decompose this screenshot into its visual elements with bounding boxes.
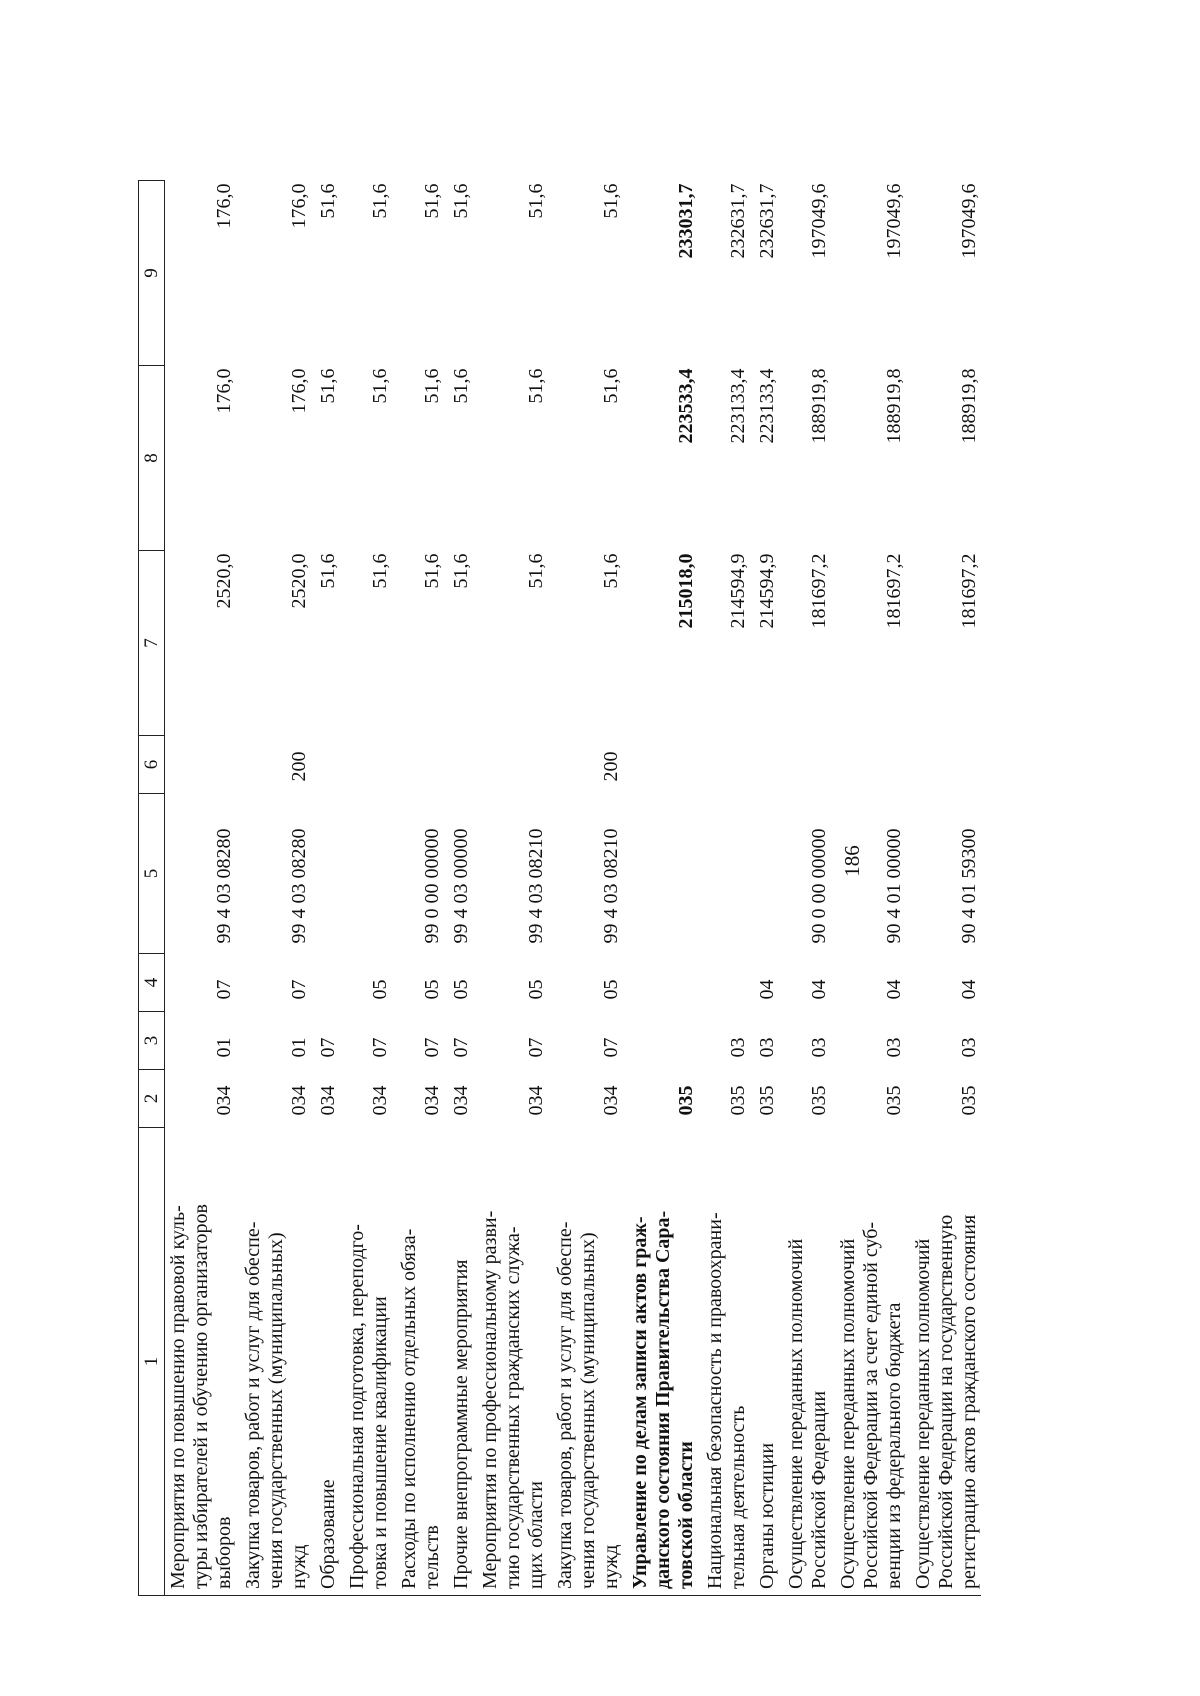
row-name-line: Профессиональная подготовка, переподго- xyxy=(346,1224,368,1589)
cell-col2: 034 xyxy=(317,1085,339,1116)
cell-col2: 034 xyxy=(525,1085,547,1116)
cell-col7: 51,6 xyxy=(421,553,443,589)
column-header-1: 1 xyxy=(139,1128,165,1596)
cell-col8: 223533,4 xyxy=(675,368,697,444)
table-row xyxy=(344,181,396,1596)
cell-col3: 01 xyxy=(213,1037,235,1058)
row-name-line: Российской Федерации на государственную xyxy=(935,1214,957,1589)
cell-col4: 04 xyxy=(883,979,905,1000)
row-name-line: Национальная безопасность и правоохрани- xyxy=(704,1212,726,1589)
cell-col2: 034 xyxy=(288,1085,310,1116)
page-number: 186 xyxy=(840,845,864,877)
table-body xyxy=(165,181,982,1596)
row-name-line: нужд xyxy=(288,1544,310,1589)
cell-col9: 51,6 xyxy=(317,183,339,219)
cell-col4: 05 xyxy=(421,979,443,1000)
header-row xyxy=(139,181,165,1596)
row-name-line: венции из федерального бюджета xyxy=(883,1302,905,1589)
row-name xyxy=(552,1128,627,1596)
table-row xyxy=(165,181,241,1596)
cell-col5: 99 4 03 00000 xyxy=(450,828,472,944)
cell-col2: 034 xyxy=(450,1085,472,1116)
table-row xyxy=(396,181,448,1596)
cell-col5: 99 0 00 00000 xyxy=(421,828,443,944)
row-name-line: щих области xyxy=(525,1481,547,1589)
row-name-line: товка и повышение квалификации xyxy=(369,1296,391,1589)
row-name-line: тельная деятельность xyxy=(727,1405,749,1589)
cell-col4: 07 xyxy=(213,979,235,1000)
row-name-line: Осуществление переданных полномочий xyxy=(837,1238,859,1589)
cell-col5: 99 4 03 08210 xyxy=(600,828,622,944)
cell-col7: 51,6 xyxy=(525,553,547,589)
column-header-9: 9 xyxy=(139,181,165,366)
cell-col3: 03 xyxy=(808,1037,830,1058)
row-name-line: Российской Федерации xyxy=(808,1390,830,1589)
row-name xyxy=(448,1128,477,1596)
cell-col9: 51,6 xyxy=(369,183,391,219)
cell-col7: 2520,0 xyxy=(288,553,310,609)
column-header-6: 6 xyxy=(139,736,165,794)
row-name xyxy=(754,1128,783,1596)
cell-col8: 176,0 xyxy=(213,368,235,414)
row-name-line: тию государственных гражданских служа- xyxy=(502,1226,524,1589)
cell-col2: 035 xyxy=(883,1085,905,1116)
cell-col6 xyxy=(627,736,702,794)
row-name-line: чения государственных (муниципальных) xyxy=(577,1232,599,1589)
cell-col4: 07 xyxy=(288,979,310,1000)
cell-col6 xyxy=(754,736,783,794)
cell-col2: 035 xyxy=(675,1085,697,1116)
row-name-line: Прочие внепрограммные мероприятия xyxy=(450,1259,472,1589)
table-row xyxy=(627,181,702,1596)
cell-col3: 01 xyxy=(288,1037,310,1058)
column-header-5: 5 xyxy=(139,794,165,954)
cell-col5: 90 4 01 59300 xyxy=(958,828,980,944)
cell-col7: 181697,2 xyxy=(883,553,905,629)
cell-col5: 99 4 03 08280 xyxy=(213,828,235,944)
cell-col7: 51,6 xyxy=(317,553,339,589)
row-name-line: чения государственных (муниципальных) xyxy=(265,1232,287,1589)
row-name-line: Осуществление переданных полномочий xyxy=(785,1238,807,1589)
cell-col2: 035 xyxy=(958,1085,980,1116)
cell-col3 xyxy=(627,1012,702,1070)
cell-col9: 176,0 xyxy=(288,183,310,229)
row-name-line: Закупка товаров, работ и услуг для обеспе- xyxy=(554,1221,576,1589)
row-name xyxy=(910,1128,981,1596)
column-header-7: 7 xyxy=(139,551,165,736)
cell-col6 xyxy=(835,736,910,794)
cell-col6 xyxy=(702,736,754,794)
table-row xyxy=(910,181,981,1596)
cell-col9: 176,0 xyxy=(213,183,235,229)
cell-col2: 035 xyxy=(727,1085,749,1116)
cell-col6 xyxy=(910,736,981,794)
row-name-line: Управление по делам записи актов граж- xyxy=(629,1216,651,1589)
cell-col4: 05 xyxy=(369,979,391,1000)
cell-col8: 188919,8 xyxy=(808,368,830,444)
cell-col3: 03 xyxy=(883,1037,905,1058)
table-row xyxy=(240,181,315,1596)
cell-col8: 51,6 xyxy=(600,368,622,404)
row-name-line: товской области xyxy=(675,1441,697,1589)
cell-col9: 197049,6 xyxy=(958,183,980,259)
row-name xyxy=(240,1128,315,1596)
cell-col5: 90 4 01 00000 xyxy=(883,828,905,944)
cell-col2: 034 xyxy=(213,1085,235,1116)
cell-col4: 04 xyxy=(808,979,830,1000)
cell-col5 xyxy=(754,794,783,954)
cell-col9: 51,6 xyxy=(525,183,547,219)
column-header-8: 8 xyxy=(139,366,165,551)
cell-col8: 176,0 xyxy=(288,368,310,414)
row-name-line: Закупка товаров, работ и услуг для обеспе- xyxy=(242,1221,264,1589)
cell-col4 xyxy=(315,954,344,1012)
cell-col3: 07 xyxy=(317,1037,339,1058)
cell-col7: 181697,2 xyxy=(958,553,980,629)
cell-col7: 51,6 xyxy=(450,553,472,589)
cell-col6 xyxy=(477,736,552,794)
row-name xyxy=(165,1128,241,1596)
cell-col6: 200 xyxy=(600,751,622,782)
cell-col8: 51,6 xyxy=(369,368,391,404)
cell-col7: 181697,2 xyxy=(808,553,830,629)
cell-col8: 51,6 xyxy=(450,368,472,404)
cell-col6 xyxy=(344,736,396,794)
cell-col4: 04 xyxy=(756,979,778,1000)
cell-col3: 07 xyxy=(369,1037,391,1058)
cell-col4 xyxy=(627,954,702,1012)
cell-col6 xyxy=(448,736,477,794)
row-name-line: нужд xyxy=(600,1544,622,1589)
column-header-3: 3 xyxy=(139,1012,165,1070)
cell-col4: 05 xyxy=(525,979,547,1000)
cell-col5 xyxy=(344,794,396,954)
row-name-line: данского состояния Правительства Сара- xyxy=(652,1210,674,1589)
cell-col8: 188919,8 xyxy=(883,368,905,444)
row-name xyxy=(702,1128,754,1596)
cell-col7: 51,6 xyxy=(600,553,622,589)
cell-col9: 51,6 xyxy=(600,183,622,219)
cell-col5: 90 0 00 00000 xyxy=(808,828,830,944)
cell-col5: 99 4 03 08280 xyxy=(288,828,310,944)
cell-col3: 03 xyxy=(958,1037,980,1058)
cell-col5: 99 4 03 08210 xyxy=(525,828,547,944)
row-name-line: Расходы по исполнению отдельных обяза- xyxy=(398,1228,420,1589)
table-row xyxy=(315,181,344,1596)
table-row xyxy=(835,181,910,1596)
cell-col6 xyxy=(783,736,835,794)
cell-col3: 07 xyxy=(421,1037,443,1058)
cell-col2: 034 xyxy=(421,1085,443,1116)
cell-col8: 51,6 xyxy=(317,368,339,404)
cell-col9: 197049,6 xyxy=(808,183,830,259)
table-row xyxy=(754,181,783,1596)
row-name-line: тельств xyxy=(421,1525,443,1589)
cell-col8: 188919,8 xyxy=(958,368,980,444)
cell-col5 xyxy=(702,794,754,954)
cell-col9: 51,6 xyxy=(450,183,472,219)
cell-col2: 035 xyxy=(756,1085,778,1116)
cell-col9: 197049,6 xyxy=(883,183,905,259)
row-name-line: Российской Федерации за счет единой суб- xyxy=(860,1221,882,1589)
cell-col9: 51,6 xyxy=(421,183,443,219)
row-name-line: туры избирателей и обучению организаторов xyxy=(190,1204,212,1589)
cell-col3: 03 xyxy=(756,1037,778,1058)
cell-col2: 034 xyxy=(600,1085,622,1116)
table-row xyxy=(477,181,552,1596)
row-name-line: Мероприятия по повышению правовой куль- xyxy=(167,1205,189,1589)
cell-col2: 035 xyxy=(808,1085,830,1116)
cell-col9: 233031,7 xyxy=(675,183,697,259)
cell-col4: 05 xyxy=(600,979,622,1000)
row-name xyxy=(627,1128,702,1596)
cell-col6: 200 xyxy=(288,751,310,782)
cell-col7: 2520,0 xyxy=(213,553,235,609)
row-name-line: Органы юстиции xyxy=(756,1442,778,1589)
cell-col3: 07 xyxy=(450,1037,472,1058)
column-header-2: 2 xyxy=(139,1070,165,1128)
row-name-line: Осуществление переданных полномочий xyxy=(912,1238,934,1589)
cell-col3: 07 xyxy=(600,1037,622,1058)
table-row xyxy=(783,181,835,1596)
cell-col9: 232631,7 xyxy=(727,183,749,259)
row-name-line: Мероприятия по профессиональному разви- xyxy=(479,1210,501,1589)
cell-col8: 51,6 xyxy=(525,368,547,404)
table-row xyxy=(702,181,754,1596)
cell-col8: 223133,4 xyxy=(727,368,749,444)
cell-col7: 214594,9 xyxy=(756,553,778,629)
cell-col4: 05 xyxy=(450,979,472,1000)
cell-col4 xyxy=(702,954,754,1012)
row-name xyxy=(315,1128,344,1596)
row-name xyxy=(783,1128,835,1596)
row-name-line: регистрацию актов гражданского состояния xyxy=(958,1214,980,1589)
cell-col6 xyxy=(396,736,448,794)
cell-col5 xyxy=(627,794,702,954)
cell-col4: 04 xyxy=(958,979,980,1000)
cell-col6 xyxy=(165,736,241,794)
row-name-line: Образование xyxy=(317,1479,339,1589)
cell-col8: 223133,4 xyxy=(756,368,778,444)
row-name-line: выборов xyxy=(213,1516,235,1589)
cell-col5 xyxy=(315,794,344,954)
row-name xyxy=(835,1128,910,1596)
row-name xyxy=(344,1128,396,1596)
table-row xyxy=(552,181,627,1596)
cell-col3: 03 xyxy=(727,1037,749,1058)
cell-col8: 51,6 xyxy=(421,368,443,404)
cell-col7: 215018,0 xyxy=(675,553,697,629)
row-name xyxy=(396,1128,448,1596)
budget-table xyxy=(138,180,981,1596)
cell-col3: 07 xyxy=(525,1037,547,1058)
cell-col6 xyxy=(315,736,344,794)
row-name xyxy=(477,1128,552,1596)
cell-col7: 51,6 xyxy=(369,553,391,589)
column-header-4: 4 xyxy=(139,954,165,1012)
cell-col7: 214594,9 xyxy=(727,553,749,629)
cell-col2: 034 xyxy=(369,1085,391,1116)
table-row xyxy=(448,181,477,1596)
cell-col9: 232631,7 xyxy=(756,183,778,259)
